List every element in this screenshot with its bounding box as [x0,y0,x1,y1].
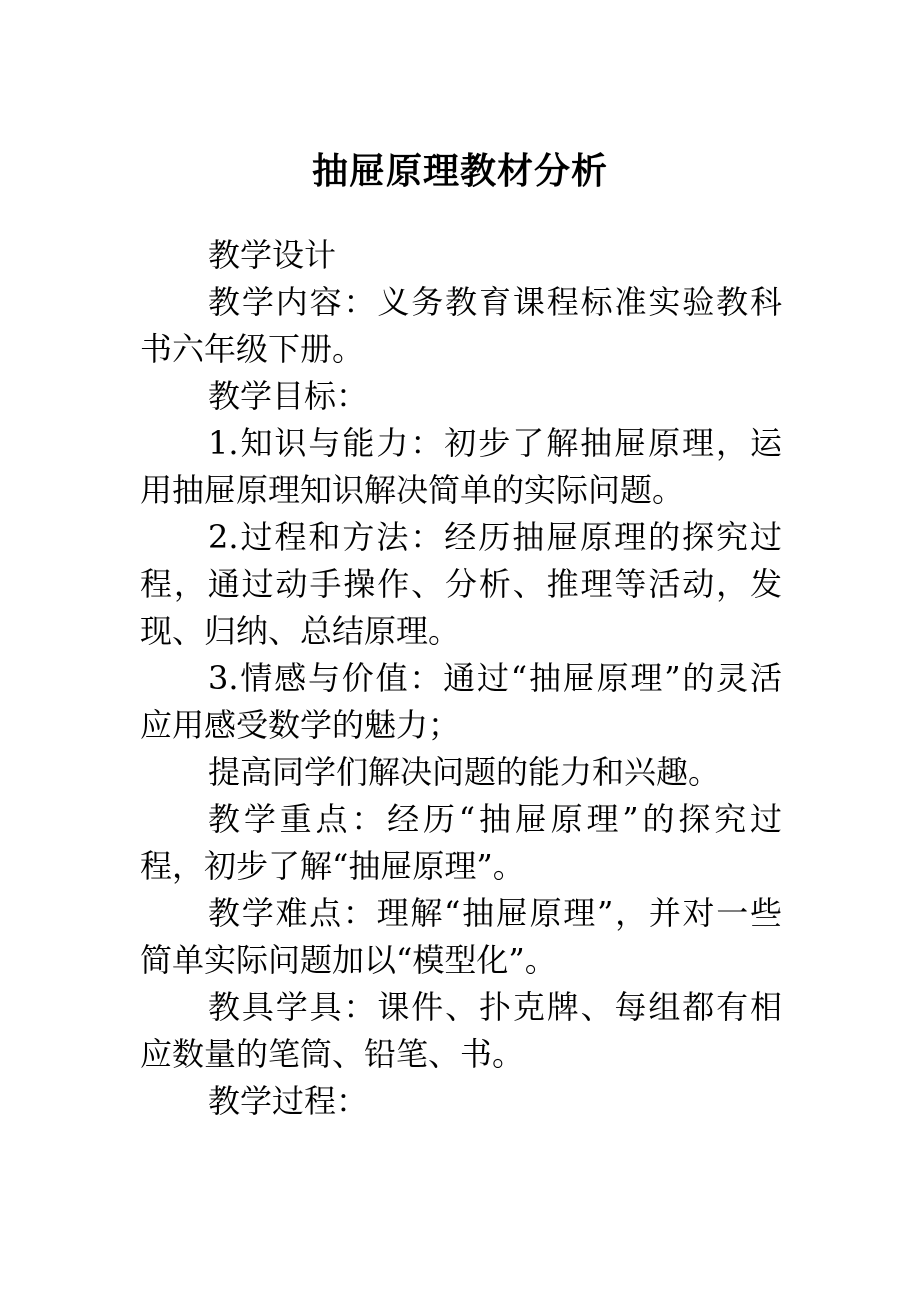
paragraph-improve-ability: 提高同学们解决问题的能力和兴趣。 [208,753,721,791]
paragraph-goal-process: 2.过程和方法：经历抽屉原理的探究过程，通过动手操作、分析、推理等活动，发现、归纳、总结原理。 [140,518,782,650]
document-body [140,232,782,1125]
paragraph-difficult-points: 教学难点：理解“抽屉原理”，并对一些简单实际问题加以“模型化”。 [140,894,782,979]
paragraph-teaching-aids: 教具学具：课件、扑克牌、每组都有相应数量的笔筒、铅笔、书。 [140,988,782,1073]
paragraph-teaching-goals: 教学目标： [208,377,369,415]
paragraph-teaching-design: 教学设计 [208,236,337,274]
paragraph-teaching-content: 教学内容：义务教育课程标准实验教科书六年级下册。 [140,283,782,368]
document-title: 抽屉原理教材分析 [311,150,608,193]
paragraph-goal-emotion: 3.情感与价值：通过“抽屉原理”的灵活应用感受数学的魅力； [140,659,782,744]
paragraph-goal-knowledge: 1.知识与能力：初步了解抽屉原理，运用抽屉原理知识解决简单的实际问题。 [140,424,782,509]
paragraph-teaching-process: 教学过程： [208,1082,369,1120]
paragraph-key-points: 教学重点：经历“抽屉原理”的探究过程，初步了解“抽屉原理”。 [140,800,782,885]
